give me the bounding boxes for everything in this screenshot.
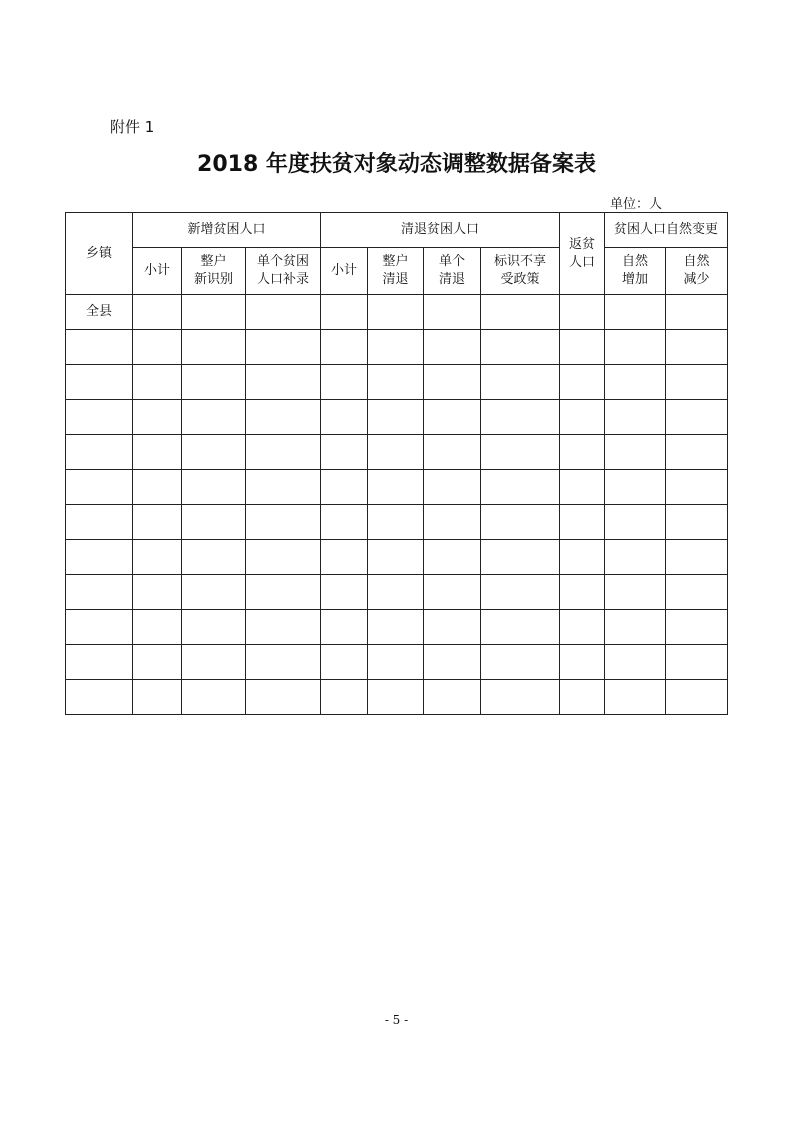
data-cell <box>481 610 560 645</box>
data-cell <box>182 470 246 505</box>
row-township-cell <box>66 470 133 505</box>
data-cell <box>246 400 321 435</box>
data-cell <box>666 680 728 715</box>
page-number: - 5 - <box>384 1013 409 1027</box>
table-row <box>66 610 728 645</box>
data-cell <box>133 295 182 330</box>
data-cell <box>666 575 728 610</box>
data-cell <box>560 680 605 715</box>
data-cell <box>605 540 666 575</box>
data-cell <box>321 470 368 505</box>
data-cell <box>321 295 368 330</box>
header-township: 乡镇 <box>66 213 133 295</box>
table-row <box>66 575 728 610</box>
page-title: 2018 年度扶贫对象动态调整数据备案表 <box>197 152 596 177</box>
row-township-cell <box>66 435 133 470</box>
data-cell <box>560 435 605 470</box>
table-row <box>66 470 728 505</box>
data-cell <box>666 330 728 365</box>
data-cell <box>481 645 560 680</box>
data-cell <box>321 645 368 680</box>
data-cell <box>246 470 321 505</box>
data-cell <box>605 330 666 365</box>
data-cell <box>481 505 560 540</box>
data-cell <box>368 505 424 540</box>
data-cell <box>182 435 246 470</box>
data-cell <box>368 470 424 505</box>
data-cell <box>424 680 481 715</box>
data-cell <box>666 400 728 435</box>
data-cell <box>424 365 481 400</box>
data-cell <box>424 330 481 365</box>
data-cell <box>424 470 481 505</box>
table-row <box>66 540 728 575</box>
data-cell <box>605 365 666 400</box>
data-cell <box>321 365 368 400</box>
data-cell <box>182 365 246 400</box>
data-cell <box>368 645 424 680</box>
data-cell <box>605 400 666 435</box>
table-row <box>66 505 728 540</box>
data-cell <box>424 645 481 680</box>
data-cell <box>246 365 321 400</box>
data-cell <box>133 435 182 470</box>
row-township-cell <box>66 365 133 400</box>
data-cell <box>424 505 481 540</box>
data-cell <box>424 575 481 610</box>
unit-label: 单位：人 <box>610 197 663 212</box>
data-cell <box>481 470 560 505</box>
data-cell <box>560 575 605 610</box>
row-township-cell <box>66 610 133 645</box>
data-cell <box>424 295 481 330</box>
data-cell <box>666 505 728 540</box>
header-new-household: 整户 新识别 <box>182 248 246 295</box>
data-cell <box>560 365 605 400</box>
row-township-cell <box>66 540 133 575</box>
data-cell <box>321 680 368 715</box>
header-row-1 <box>66 213 728 248</box>
header-exit-household: 整户 清退 <box>368 248 424 295</box>
data-cell <box>321 540 368 575</box>
data-cell <box>605 575 666 610</box>
data-cell <box>321 575 368 610</box>
table-row <box>66 680 728 715</box>
data-cell <box>133 400 182 435</box>
row-township-cell <box>66 680 133 715</box>
data-cell <box>368 295 424 330</box>
data-cell <box>368 400 424 435</box>
data-cell <box>605 435 666 470</box>
data-cell <box>246 575 321 610</box>
attachment-label: 附件 1 <box>110 118 155 136</box>
row-township-cell <box>66 575 133 610</box>
data-cell <box>182 400 246 435</box>
header-natural-change: 贫困人口自然变更 <box>605 213 728 248</box>
data-cell <box>424 400 481 435</box>
data-cell <box>246 610 321 645</box>
data-cell <box>246 330 321 365</box>
data-cell <box>605 680 666 715</box>
data-cell <box>246 505 321 540</box>
data-cell <box>560 645 605 680</box>
data-cell <box>182 295 246 330</box>
data-cell <box>246 435 321 470</box>
data-cell <box>481 295 560 330</box>
header-exit-individual: 单个 清退 <box>424 248 481 295</box>
data-cell <box>133 680 182 715</box>
data-cell <box>666 540 728 575</box>
header-new-poor: 新增贫困人口 <box>133 213 321 248</box>
table-row <box>66 435 728 470</box>
data-cell <box>481 330 560 365</box>
table-row <box>66 330 728 365</box>
data-cell <box>368 435 424 470</box>
data-cell <box>424 435 481 470</box>
data-cell <box>182 645 246 680</box>
header-new-subtotal: 小计 <box>133 248 182 295</box>
data-cell <box>182 330 246 365</box>
row-township-cell <box>66 400 133 435</box>
data-cell <box>605 505 666 540</box>
data-cell <box>321 505 368 540</box>
data-cell <box>133 365 182 400</box>
data-cell <box>133 330 182 365</box>
data-cell <box>424 540 481 575</box>
header-exit-subtotal: 小计 <box>321 248 368 295</box>
data-cell <box>182 680 246 715</box>
data-cell <box>368 330 424 365</box>
data-cell <box>182 575 246 610</box>
data-cell <box>246 645 321 680</box>
row-township-cell <box>66 330 133 365</box>
data-cell <box>321 330 368 365</box>
table-row <box>66 365 728 400</box>
data-cell <box>560 470 605 505</box>
table-body <box>66 213 728 715</box>
data-cell <box>481 400 560 435</box>
data-cell <box>605 610 666 645</box>
data-cell <box>605 470 666 505</box>
data-cell <box>368 610 424 645</box>
data-cell <box>666 435 728 470</box>
table-row <box>66 400 728 435</box>
data-cell <box>666 295 728 330</box>
data-cell <box>133 470 182 505</box>
table-row <box>66 295 728 330</box>
data-cell <box>246 295 321 330</box>
data-cell <box>424 610 481 645</box>
data-cell <box>182 610 246 645</box>
data-cell <box>182 505 246 540</box>
data-cell <box>481 680 560 715</box>
data-cell <box>368 365 424 400</box>
data-cell <box>133 540 182 575</box>
data-cell <box>666 365 728 400</box>
header-exit-poor: 清退贫困人口 <box>321 213 560 248</box>
header-natural-increase: 自然 增加 <box>605 248 666 295</box>
row-township-cell <box>66 505 133 540</box>
data-cell <box>321 610 368 645</box>
adjustment-record-table <box>65 212 728 715</box>
data-cell <box>481 435 560 470</box>
data-cell <box>246 680 321 715</box>
header-natural-decrease: 自然 减少 <box>666 248 728 295</box>
data-cell <box>560 400 605 435</box>
data-cell <box>133 575 182 610</box>
data-cell <box>133 645 182 680</box>
data-cell <box>481 575 560 610</box>
row-township-cell: 全县 <box>66 295 133 330</box>
data-cell <box>246 540 321 575</box>
data-cell <box>605 295 666 330</box>
data-cell <box>368 540 424 575</box>
data-cell <box>560 540 605 575</box>
data-cell <box>182 540 246 575</box>
data-cell <box>666 645 728 680</box>
header-new-individual: 单个贫困 人口补录 <box>246 248 321 295</box>
data-cell <box>560 330 605 365</box>
data-cell <box>321 400 368 435</box>
header-exit-marked: 标识不享 受政策 <box>481 248 560 295</box>
data-cell <box>368 680 424 715</box>
data-cell <box>605 645 666 680</box>
data-cell <box>666 470 728 505</box>
header-return-poverty: 返贫 人口 <box>560 213 605 295</box>
data-cell <box>666 610 728 645</box>
data-cell <box>133 610 182 645</box>
data-cell <box>560 505 605 540</box>
data-cell <box>481 365 560 400</box>
data-cell <box>321 435 368 470</box>
data-cell <box>368 575 424 610</box>
table-row <box>66 645 728 680</box>
data-cell <box>560 610 605 645</box>
row-township-cell <box>66 645 133 680</box>
header-row-2 <box>66 248 728 295</box>
data-cell <box>133 505 182 540</box>
data-cell <box>481 540 560 575</box>
data-cell <box>560 295 605 330</box>
